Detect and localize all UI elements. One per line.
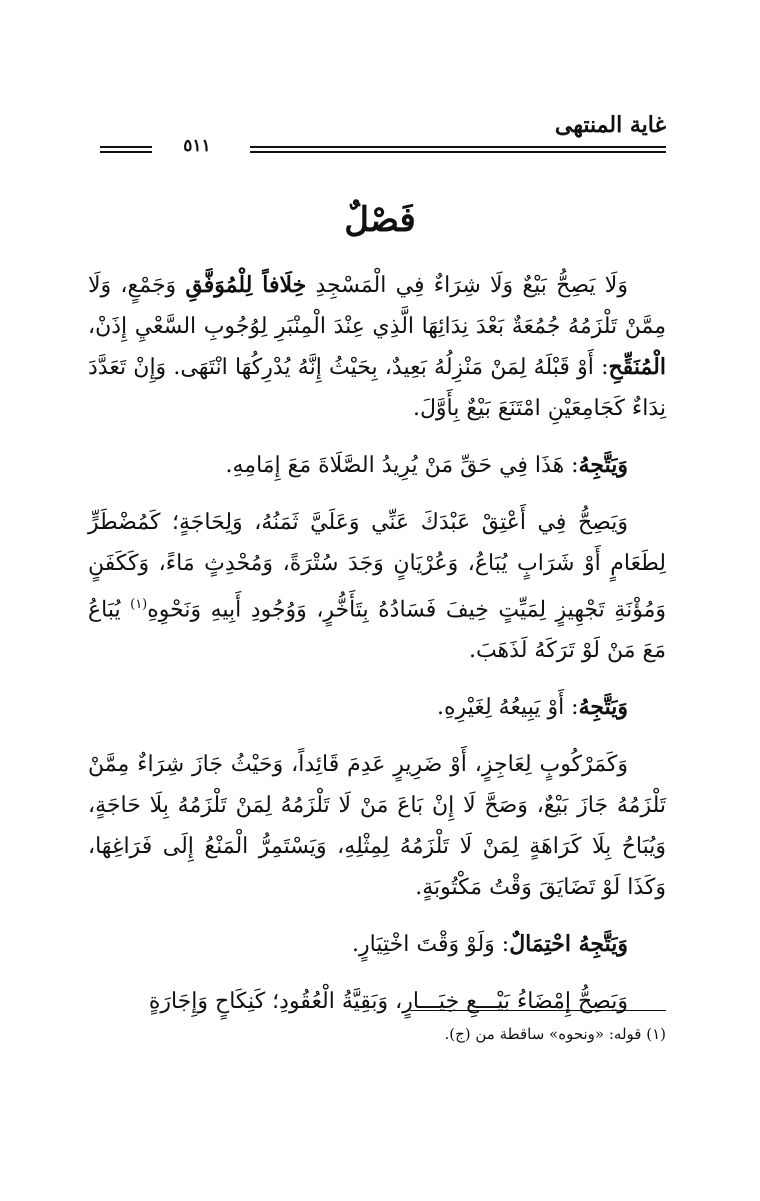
paragraph-3 bbox=[88, 502, 666, 671]
paragraph-3-text-a: وَيَصِحُّ فِي أَعْتِقْ عَبْدَكَ عَنِّي وَعَلَيَّ ثَمَنُهُ، وَلِحَاجَةٍ؛ كَمُضْطَرٍّ لِطَعَامٍ أَوْ شَرَابٍ يُبَاعُ، وَعُرْيَانٍ وَجَدَ سُتْرَةً، وَمُحْدِثٍ مَاءً، وَكَكَفَنٍ وَمُؤْنَةِ تَجْهِيزٍ لِمَيِّتٍ خِيفَ فَسَادُهُ بِتَأَخُّرٍ، وَوُجُودِ أَبِيهِ وَنَحْوِهِ bbox=[88, 510, 666, 623]
header-rule-left bbox=[100, 146, 152, 153]
footnote-separator bbox=[410, 1010, 666, 1011]
paragraph-7-text-a: وَيَصِحُّ إِمْضَاءُ بَيْـــعِ خِيَـــارٍ، وَبَقِيَّةُ الْعُقُودِ؛ كَنِكَاحٍ وَإِجَارَةٍ bbox=[148, 989, 628, 1015]
paragraph-1-text-c: وَجَمْعٍ، وَلَا مِمَّنْ تَلْزَمُهُ جُمُعَةٌ بَعْدَ نِدَائِهَا الَّذِي عِنْدَ الْمِنْبَرِ لِوُجُوبِ السَّعْيِ إِذَنْ، bbox=[88, 273, 666, 339]
paragraph-1-bold-b: خِلَافاً لِلْمُوَفَّقِ bbox=[185, 272, 307, 298]
paragraph-5 bbox=[88, 744, 666, 908]
paragraph-4-bold-a: وَيَتَّجِهُ bbox=[578, 694, 628, 721]
paragraph-6-text-b: : وَلَوْ وَقْتَ اخْتِيَارٍ. bbox=[352, 932, 510, 958]
page-header bbox=[100, 112, 666, 162]
section-title: فَصْلٌ bbox=[344, 200, 416, 240]
paragraph-2-text-b: : هَذَا فِي حَقِّ مَنْ يُرِيدُ الصَّلَاةَ مَعَ إِمَامِهِ. bbox=[225, 453, 579, 478]
paragraph-7 bbox=[88, 981, 666, 1022]
paragraph-2 bbox=[88, 445, 666, 486]
paragraph-1-text-a: وَلَا يَصِحُّ بَيْعٌ وَلَا شِرَاءٌ فِي الْمَسْجِدِ bbox=[306, 273, 628, 298]
running-title: غاية المنتهى bbox=[554, 112, 666, 138]
paragraph-1-text-e: : أَوْ قَبْلَهُ لِمَنْ مَنْزِلُهُ بَعِيدٌ، بِحَيْثُ إِنَّهُ يُدْرِكُهَا انْتَهَى. وَإِنْ تَعَدَّدَ نِدَاءٌ كَجَامِعَيْنِ امْتَنَعَ بَيْعٌ بِأَوَّلَ. bbox=[88, 355, 666, 421]
paragraph-4-text-b: : أَوْ يَبِيعُهُ لِغَيْرِهِ. bbox=[437, 695, 579, 721]
body-text bbox=[88, 265, 666, 1022]
paragraph-3-text-b: يُبَاعُ مَعَ مَنْ لَوْ تَرَكَهُ لَذَهَبَ. bbox=[88, 597, 666, 664]
paragraph-6-bold-a: وَيَتَّجِهُ احْتِمَالٌ bbox=[509, 931, 628, 958]
paragraph-1-bold-d: الْمُنَقِّحِ bbox=[608, 354, 666, 380]
paragraph-4 bbox=[88, 687, 666, 728]
footnote-ref-1: (١) bbox=[130, 597, 148, 612]
paragraph-5-text-a: وَكَمَرْكُوبٍ لِعَاجِزٍ، أَوْ ضَرِيرٍ عَدِمَ قَائِداً، وَحَيْثُ جَازَ شِرَاءٌ مِمَّنْ تَلْزَمُهُ جَازَ بَيْعٌ، وَصَحَّ لَا إِنْ بَاعَ مَنْ لَا تَلْزَمُهُ لِمَنْ تَلْزَمُهُ بِلَا حَاجَةٍ، وَيُبَاحُ بِلَا كَرَاهَةٍ لِمَنْ لَا تَلْزَمُهُ لِمِثْلِهِ، وَيَسْتَمِرُّ الْمَنْعُ إِلَى فَرَاغِهَا، وَكَذَا لَوْ تَضَايَقَ وَقْتُ مَكْتُوبَةٍ. bbox=[88, 752, 666, 901]
paragraph-1 bbox=[88, 265, 666, 429]
paragraph-6 bbox=[88, 924, 666, 965]
paragraph-2-bold-a: وَيَتَّجِهُ bbox=[578, 452, 628, 478]
footnote: (١) قوله: «ونحوه» ساقطة من (ج). bbox=[444, 1025, 666, 1043]
page-number: ٥١١ bbox=[183, 136, 211, 156]
header-rule-right bbox=[250, 146, 666, 153]
